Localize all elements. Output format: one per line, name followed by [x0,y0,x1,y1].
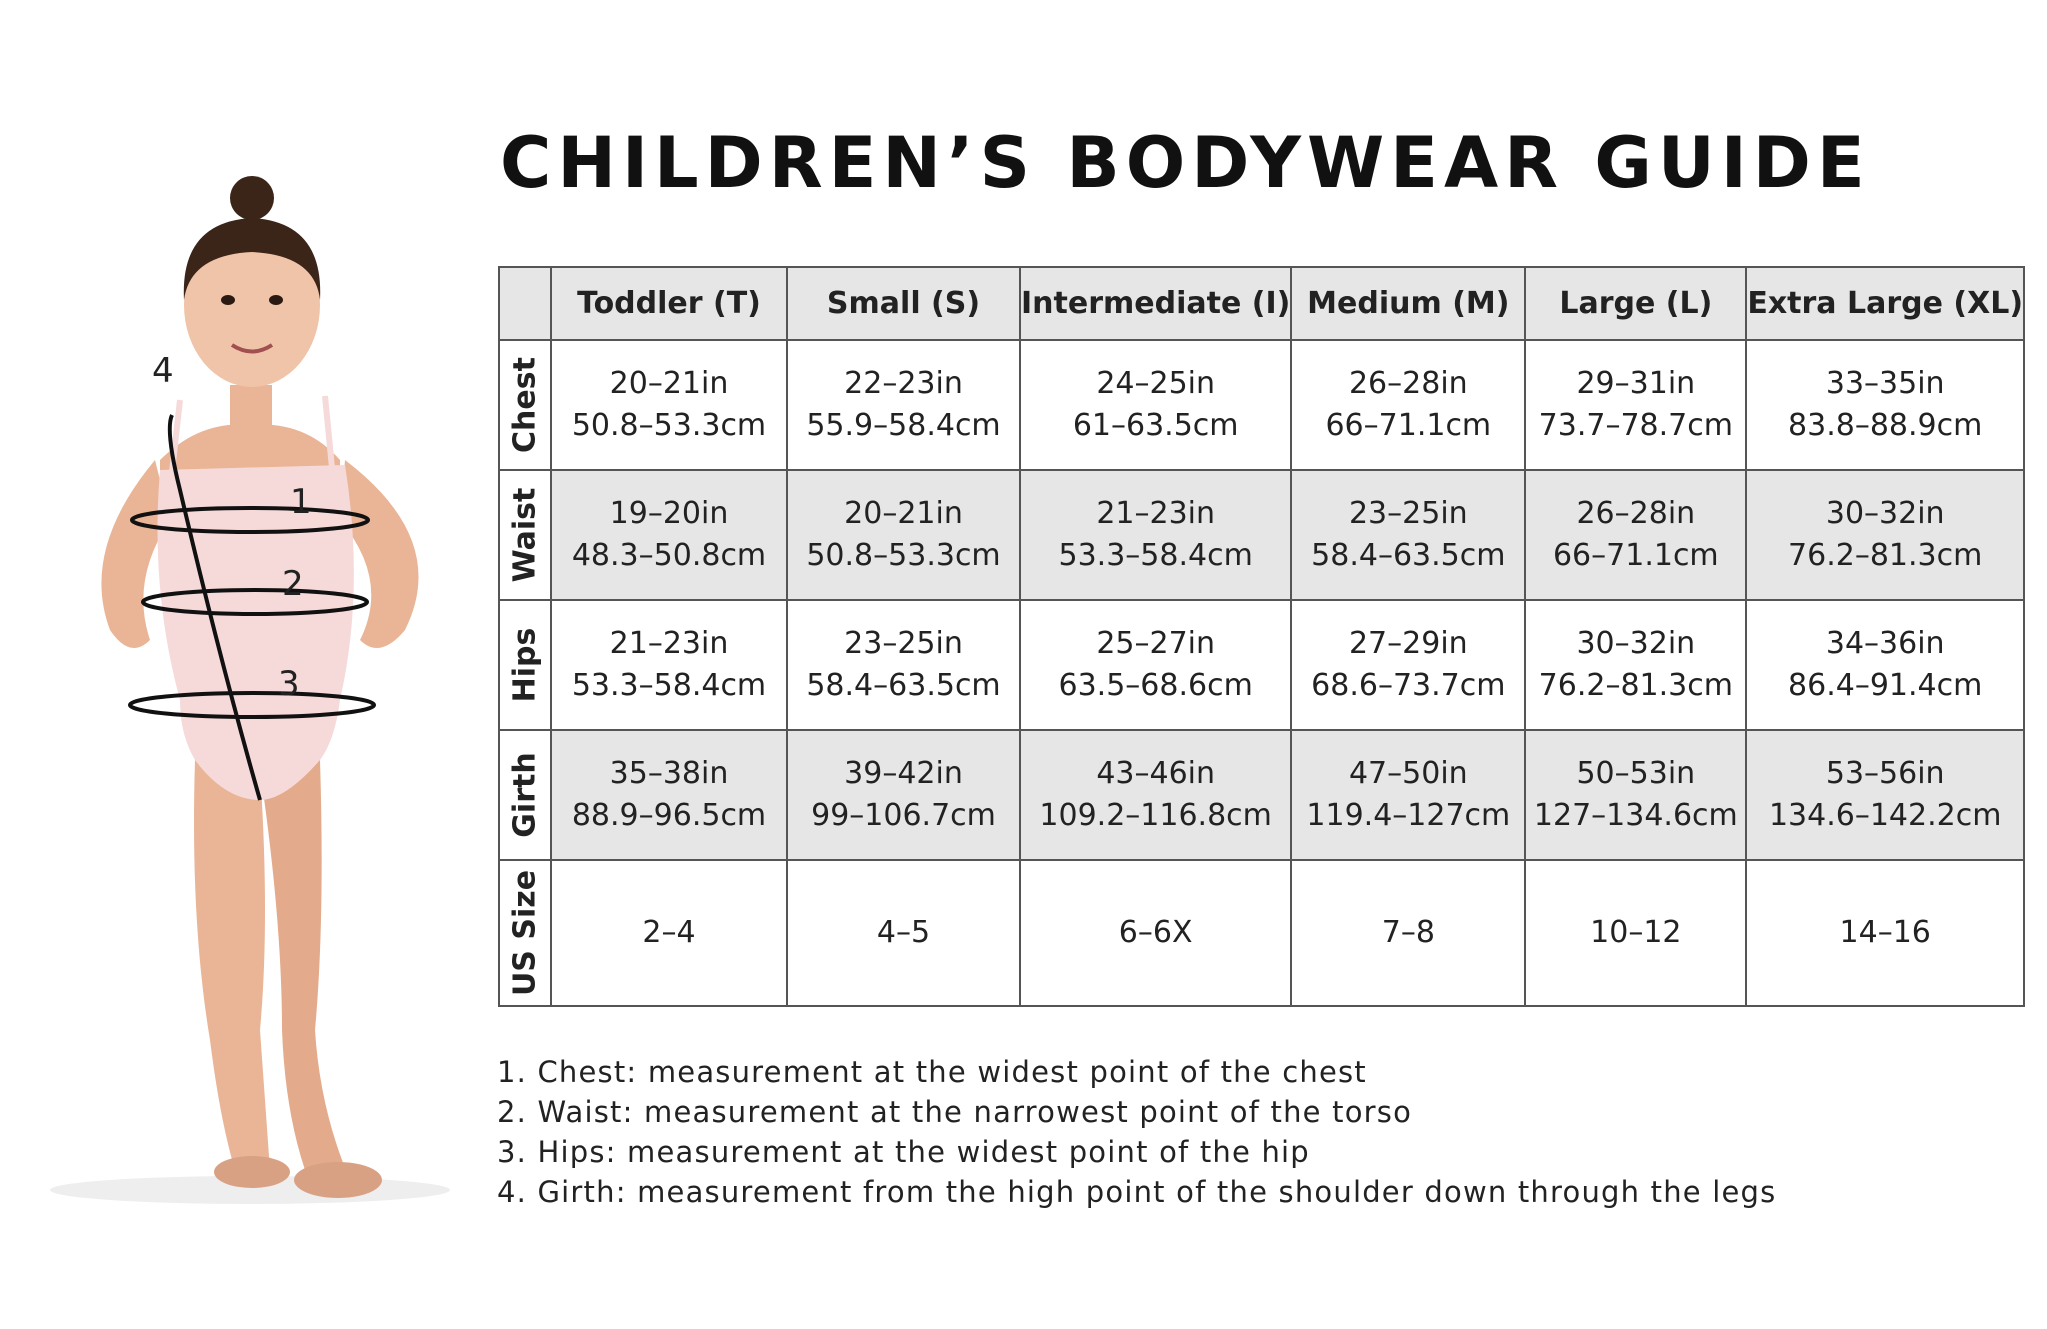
cell-inches: 34–36in [1825,626,1945,661]
cell-cm: 48.3–50.8cm [571,538,767,573]
column-header: Medium (M) [1291,267,1525,340]
cell-cm: 55.9–58.4cm [806,408,1001,443]
cell-cm: 83.8–88.9cm [1788,408,1983,443]
cell-cm: 63.5–68.6cm [1058,668,1253,703]
table-cell [1525,470,1746,600]
column-header: Extra Large (XL) [1746,267,2024,340]
note-item: 4. Girth: measurement from the high point of the shoulder down through the legs [497,1175,1777,1209]
cell-cm: 76.2–81.3cm [1538,668,1733,703]
right-shoe [294,1162,382,1198]
cell-inches: 24–25in [1096,366,1216,401]
cell-inches: 25–27in [1096,626,1216,661]
note-item: 1. Chest: measurement at the widest point of the chest [497,1055,1367,1089]
left-eye [221,295,235,305]
marker-3: 3 [278,664,300,704]
table-cell [1020,340,1291,470]
table-cell [1746,340,2024,470]
column-header: Small (S) [787,267,1020,340]
table-cell [1291,470,1525,600]
page-title: CHILDREN’S BODYWEAR GUIDE [500,122,1871,204]
table-row-girth [499,730,2024,860]
cell-cm: 53.3–58.4cm [571,668,767,703]
row-label-text: Girth [507,752,543,838]
row-label-waist [499,470,551,600]
cell-inches: 23–25in [1348,496,1468,531]
cell-inches: 21–23in [609,626,729,661]
cell-cm: 61–63.5cm [1072,408,1239,443]
cell-inches: 19–20in [609,496,729,531]
table-cell [551,470,787,600]
table-header-row [499,267,2024,340]
note-item: 3. Hips: measurement at the widest point of the hip [497,1135,1310,1169]
table-cell [1525,730,1746,860]
cell-cm: 134.6–142.2cm [1768,798,2002,833]
cell-cm: 127–134.6cm [1533,798,1738,833]
cell-inches: 21–23in [1096,496,1216,531]
row-label-text: Chest [507,357,543,453]
left-shoe [214,1156,290,1188]
table-cell [1746,600,2024,730]
table-cell [1020,470,1291,600]
table-cell [1020,730,1291,860]
cell-inches: 39–42in [844,756,963,791]
cell-cm: 50.8–53.3cm [806,538,1001,573]
cell-cm: 50.8–53.3cm [571,408,767,443]
table-cell [551,600,787,730]
note-item: 2. Waist: measurement at the narrowest point of the torso [497,1095,1413,1129]
row-label-text: Waist [507,487,543,583]
table-row-chest [499,340,2024,470]
table-cell: 4–5 [787,860,1020,1006]
row-label-hips [499,600,551,730]
table-row-us-size [499,860,2024,1006]
table-cell [1020,600,1291,730]
cell-cm: 66–71.1cm [1325,408,1492,443]
cell-inches: 47–50in [1348,756,1468,791]
cell-inches: 53–56in [1825,756,1945,791]
column-header: Toddler (T) [551,267,787,340]
table-row-hips [499,600,2024,730]
right-leg [260,760,350,1180]
cell-inches: 22–23in [844,366,963,401]
column-header: Intermediate (I) [1020,267,1291,340]
table-cell [1746,730,2024,860]
marker-1: 1 [290,482,312,522]
table-row-waist [499,470,2024,600]
table-cell: 2–4 [551,860,787,1006]
table-cell: 7–8 [1291,860,1525,1006]
cell-cm: 58.4–63.5cm [1311,538,1506,573]
cell-inches: 23–25in [844,626,963,661]
table-cell: 6–6X [1020,860,1291,1006]
cell-inches: 30–32in [1576,626,1696,661]
table-cell [1746,470,2024,600]
table-cell [551,730,787,860]
cell-cm: 68.6–73.7cm [1311,668,1506,703]
table-cell [787,340,1020,470]
child-figure-drawing [20,160,490,1220]
measurement-notes [497,1052,1776,1212]
cell-cm: 86.4–91.4cm [1788,668,1983,703]
row-label-text: US Size [507,869,543,997]
cell-inches: 20–21in [844,496,963,531]
cell-cm: 53.3–58.4cm [1058,538,1253,573]
cell-inches: 50–53in [1576,756,1696,791]
row-label-chest [499,340,551,470]
size-chart-table [498,266,2025,1007]
cell-inches: 43–46in [1096,756,1216,791]
child-measurement-illustration [20,160,490,1220]
table-cell: 10–12 [1525,860,1746,1006]
cell-inches: 29–31in [1576,366,1696,401]
cell-inches: 33–35in [1825,366,1945,401]
cell-cm: 119.4–127cm [1306,798,1511,833]
cell-cm: 76.2–81.3cm [1788,538,1983,573]
table-corner-cell [499,267,551,340]
table-cell: 14–16 [1746,860,2024,1006]
left-leg [194,760,270,1170]
table-cell [787,470,1020,600]
cell-cm: 99–106.7cm [811,798,996,833]
cell-inches: 27–29in [1348,626,1468,661]
table-cell [551,340,787,470]
table-cell [1291,730,1525,860]
row-label-us-size [499,860,551,1006]
marker-2: 2 [282,564,304,604]
column-header: Large (L) [1525,267,1746,340]
cell-inches: 26–28in [1348,366,1468,401]
cell-inches: 35–38in [609,756,729,791]
cell-inches: 30–32in [1825,496,1945,531]
table-cell [1291,600,1525,730]
table-cell [1525,340,1746,470]
table-cell [787,730,1020,860]
hair-bun [230,176,274,220]
row-label-text: Hips [507,627,543,703]
cell-cm: 58.4–63.5cm [806,668,1001,703]
marker-4: 4 [152,351,174,391]
table-cell [787,600,1020,730]
table-cell [1291,340,1525,470]
right-eye [269,295,283,305]
row-label-girth [499,730,551,860]
cell-cm: 109.2–116.8cm [1039,798,1272,833]
cell-cm: 88.9–96.5cm [571,798,767,833]
cell-inches: 26–28in [1576,496,1696,531]
table-cell [1525,600,1746,730]
cell-cm: 73.7–78.7cm [1538,408,1733,443]
cell-cm: 66–71.1cm [1552,538,1719,573]
cell-inches: 20–21in [609,366,729,401]
